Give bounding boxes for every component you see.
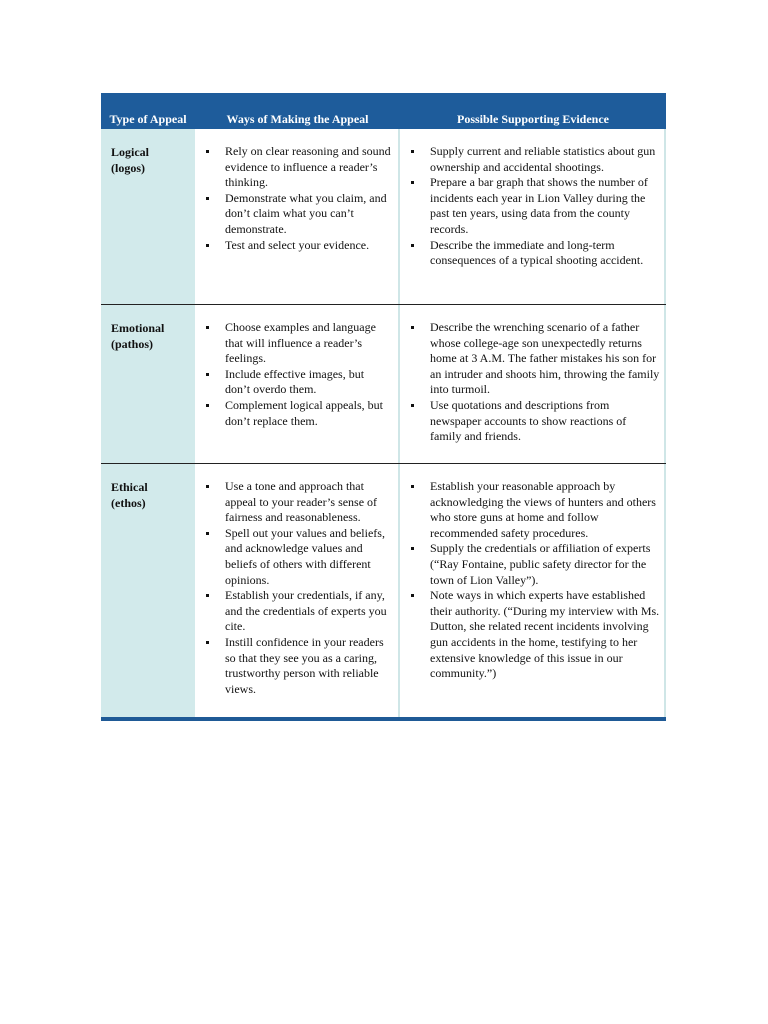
appeal-type-greek: (pathos) <box>111 337 154 351</box>
evidence-item: Establish your reasonable approach by acknowledging the views of hunters and others who store guns at home and follow recommended safety procedures. <box>410 479 660 541</box>
evidence-item: Note ways in which experts have established their authority. (“During my interview with Ms. Dutton, she related recent incidents involving gun accidents in the home, testifying to her extensive knowledge of this issue in our community.”) <box>410 588 660 682</box>
evidence-cell <box>400 464 666 717</box>
evidence-cell <box>400 305 666 463</box>
appeal-type-cell <box>101 464 195 717</box>
table-header <box>101 93 666 129</box>
table-row-emotional <box>101 305 666 464</box>
header-ways-of-making-appeal: Ways of Making the Appeal <box>226 112 369 126</box>
appeals-table <box>101 93 666 721</box>
ways-item: Complement logical appeals, but don’t replace them. <box>205 398 392 429</box>
header-possible-supporting-evidence: Possible Supporting Evidence <box>456 112 610 126</box>
ways-item: Choose examples and language that will influence a reader’s feelings. <box>205 320 392 367</box>
ways-item: Use a tone and approach that appeal to your reader’s sense of fairness and reasonableness. <box>205 479 392 526</box>
ways-item: Spell out your values and beliefs, and acknowledge values and beliefs of others with different opinions. <box>205 526 392 588</box>
appeal-type-name: Logical <box>111 145 149 159</box>
evidence-cell <box>400 129 666 304</box>
table-row-logical <box>101 129 666 305</box>
appeal-type-name: Ethical <box>111 480 148 494</box>
appeal-type-greek: (ethos) <box>111 496 146 510</box>
ways-item: Instill confidence in your readers so that they see you as a caring, trustworthy person with reliable views. <box>205 635 392 697</box>
appeal-type-greek: (logos) <box>111 161 145 175</box>
evidence-item: Supply current and reliable statistics about gun ownership and accidental shootings. <box>410 144 660 175</box>
evidence-item: Prepare a bar graph that shows the number of incidents each year in Lion Valley during the past ten years, using data from the county records. <box>410 175 660 237</box>
appeal-type-name: Emotional <box>111 321 165 335</box>
ways-item: Demonstrate what you claim, and don’t claim what you can’t demonstrate. <box>205 191 392 238</box>
appeal-type-cell <box>101 129 195 304</box>
ways-item: Test and select your evidence. <box>205 238 392 254</box>
header-type-of-appeal: Type of Appeal <box>109 112 187 126</box>
ways-cell <box>195 464 400 717</box>
ways-item: Include effective images, but don’t overdo them. <box>205 367 392 398</box>
evidence-item: Supply the credentials or affiliation of experts (“Ray Fontaine, public safety director for the town of Lion Valley”). <box>410 541 660 588</box>
appeal-type-cell <box>101 305 195 463</box>
ways-cell <box>195 305 400 463</box>
ways-item: Establish your credentials, if any, and the credentials of experts you cite. <box>205 588 392 635</box>
evidence-item: Use quotations and descriptions from newspaper accounts to show reactions of family and friends. <box>410 398 660 445</box>
ways-item: Rely on clear reasoning and sound evidence to influence a reader’s thinking. <box>205 144 392 191</box>
table-row-ethical <box>101 464 666 717</box>
evidence-item: Describe the wrenching scenario of a father whose college-age son unexpectedly returns home at 3 A.M. The father mistakes his son for an intruder and shoots him, throwing the family into turmoil. <box>410 320 660 398</box>
ways-cell <box>195 129 400 304</box>
evidence-item: Describe the immediate and long-term consequences of a typical shooting accident. <box>410 238 660 269</box>
